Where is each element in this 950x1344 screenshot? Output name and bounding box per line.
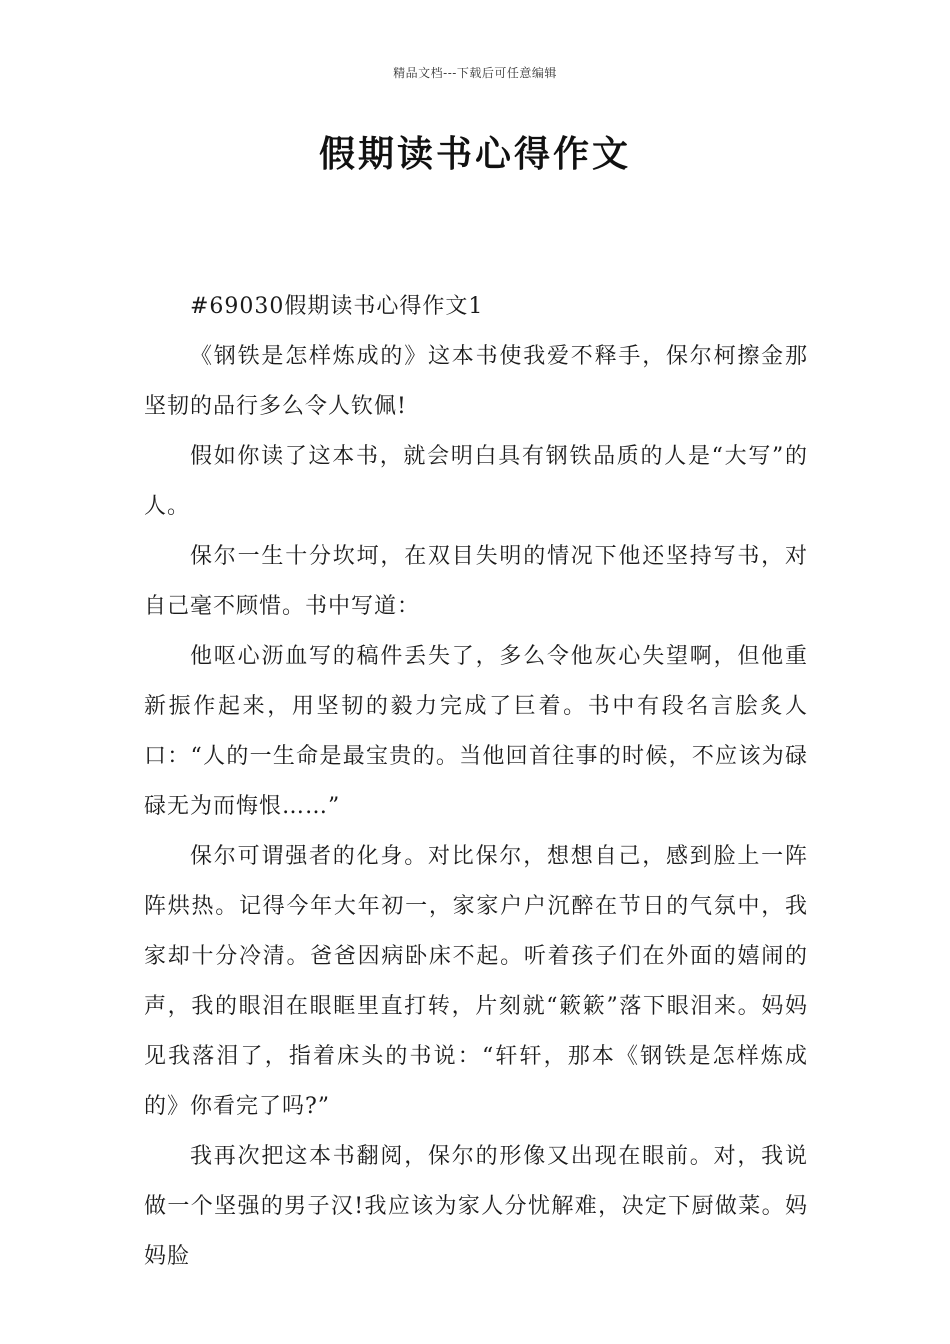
paragraph: 保尔可谓强者的化身。对比保尔，想想自己，感到脸上一阵阵烘热。记得今年大年初一，家家户户沉醉在节日的气氛中，我家却十分冷清。爸爸因病卧床不起。听着孩子们在外面的嬉闹的声，我的眼泪在眼眶里直打转，片刻就“簌簌”落下眼泪来。妈妈见我落泪了，指着床头的书说：“轩轩，那本《钢铁是怎样炼成的》你看完了吗?”: [144, 844, 808, 1119]
paragraph: 他呕心沥血写的稿件丢失了，多么令他灰心失望啊，但他重新振作起来，用坚韧的毅力完成了巨着。书中有段名言脍炙人口：“人的一生命是最宝贵的。当他回首往事的时候，不应该为碌碌无为而悔恨……”: [144, 644, 808, 819]
paragraph: 《钢铁是怎样炼成的》这本书使我爱不释手，保尔柯擦金那坚韧的品行多么令人钦佩!: [144, 344, 808, 419]
paragraph: 我再次把这本书翻阅，保尔的形像又出现在眼前。对，我说做一个坚强的男子汉!我应该为家人分忧解难，决定下厨做菜。妈妈脸: [144, 1144, 808, 1269]
header-note: 精品文档---下载后可任意编辑: [393, 66, 557, 80]
document-body: [144, 282, 808, 1282]
page-title: 假期读书心得作文: [318, 133, 631, 175]
paragraph-heading: #69030假期读书心得作文1: [190, 294, 484, 319]
paragraph: 保尔一生十分坎坷，在双目失明的情况下他还坚持写书，对自己毫不顾惜。书中写道：: [144, 544, 808, 619]
paragraph: 假如你读了这本书，就会明白具有钢铁品质的人是“大写”的人。: [144, 444, 808, 519]
